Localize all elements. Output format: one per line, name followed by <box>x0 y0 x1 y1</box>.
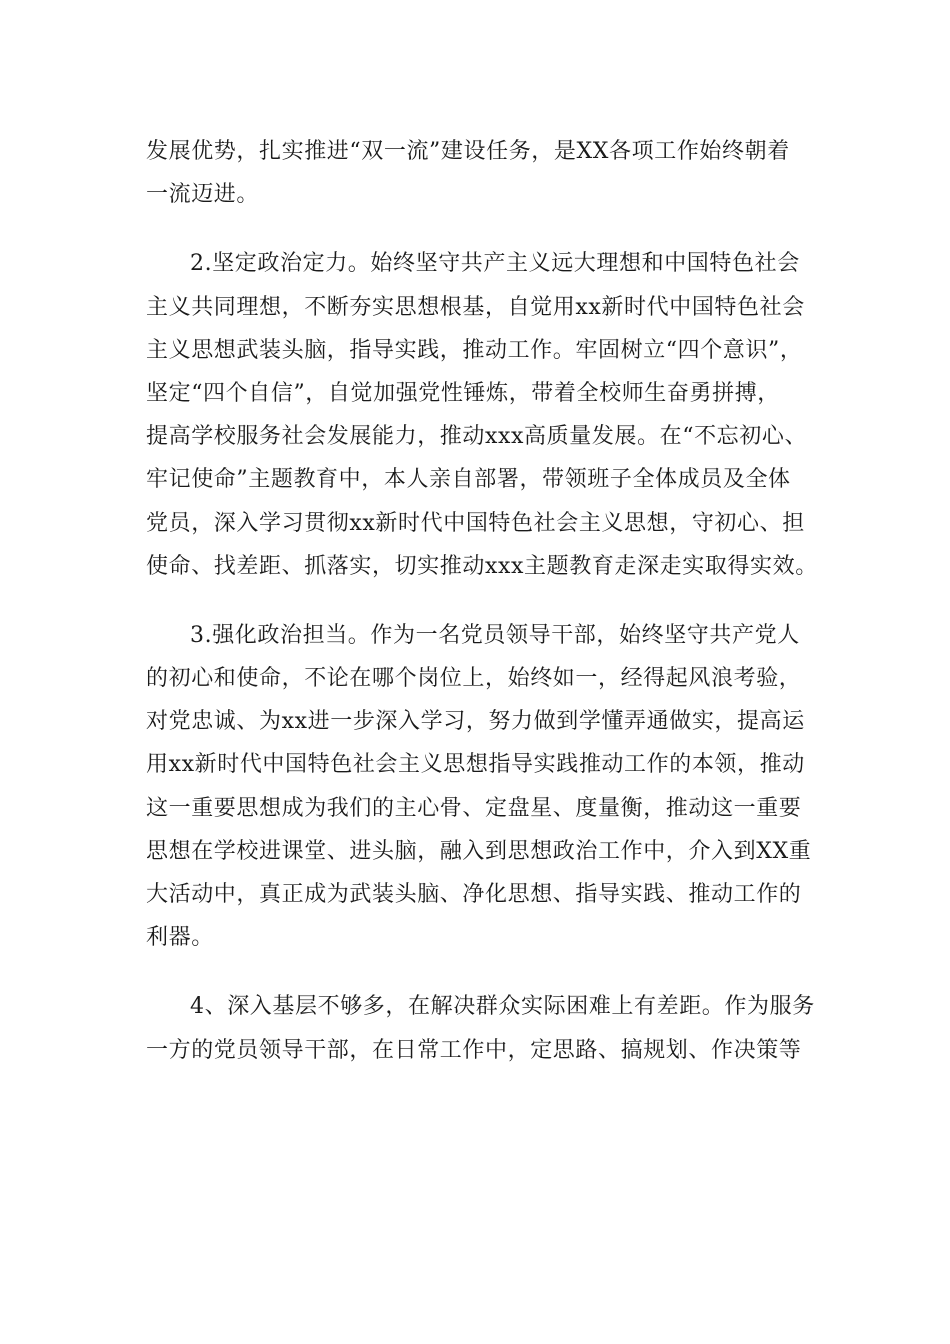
text-line: 思想在学校进课堂、进头脑，融入到思想政治工作中，介入到XX重 <box>146 838 812 864</box>
text-line: 利器。 <box>146 925 214 951</box>
text-line: 4、深入基层不够多，在解决群众实际困难上有差距。作为服务 <box>190 994 815 1020</box>
text-line: 提高学校服务社会发展能力，推动xxx高质量发展。在“不忘初心、 <box>146 424 808 450</box>
paragraph-political-responsibility <box>146 614 814 960</box>
text-line: 发展优势，扎实推进“双一流”建设任务，是XX各项工作始终朝着 <box>146 139 790 164</box>
paragraph-political-resolve <box>146 242 818 588</box>
text-line: 对党忠诚、为xx进一步深入学习，努力做到学懂弄通做实，提高运 <box>146 709 805 735</box>
text-line: 3.强化政治担当。作为一名党员领导干部，始终坚守共产党人 <box>190 622 800 648</box>
text-line: 一流迈进。 <box>146 182 260 208</box>
text-line: 牢记使命”主题教育中，本人亲自部署，带领班子全体成员及全体 <box>146 467 791 493</box>
document-body <box>146 130 818 1098</box>
paragraph-continuation <box>146 130 814 216</box>
text-line: 主义共同理想，不断夯实思想根基，自觉用xx新时代中国特色社会 <box>146 294 805 320</box>
text-line: 的初心和使命，不论在哪个岗位上，始终如一，经得起风浪考验， <box>146 666 802 692</box>
text-line: 党员，深入学习贯彻xx新时代中国特色社会主义思想，守初心、担 <box>146 510 805 536</box>
text-line: 主义思想武装头脑，指导实践，推动工作。牢固树立“四个意识”， <box>146 337 803 363</box>
text-line: 坚定“四个自信”，自觉加强党性锤炼，带着全校师生奋勇拼搏， <box>146 380 780 406</box>
paragraph-grassroots <box>146 985 814 1071</box>
text-line: 用xx新时代中国特色社会主义思想指导实践推动工作的本领，推动 <box>146 752 805 778</box>
text-line: 大活动中，真正成为武装头脑、净化思想、指导实践、推动工作的 <box>146 882 802 907</box>
text-line: 这一重要思想成为我们的主心骨、定盘星、度量衡，推动这一重要 <box>146 795 802 821</box>
text-line: 一方的党员领导干部，在日常工作中，定思路、搞规划、作决策等 <box>146 1037 802 1063</box>
text-line: 使命、找差距、抓落实，切实推动xxx主题教育走深走实取得实效。 <box>146 553 818 579</box>
text-line: 2.坚定政治定力。始终坚守共产主义远大理想和中国特色社会 <box>190 251 800 277</box>
